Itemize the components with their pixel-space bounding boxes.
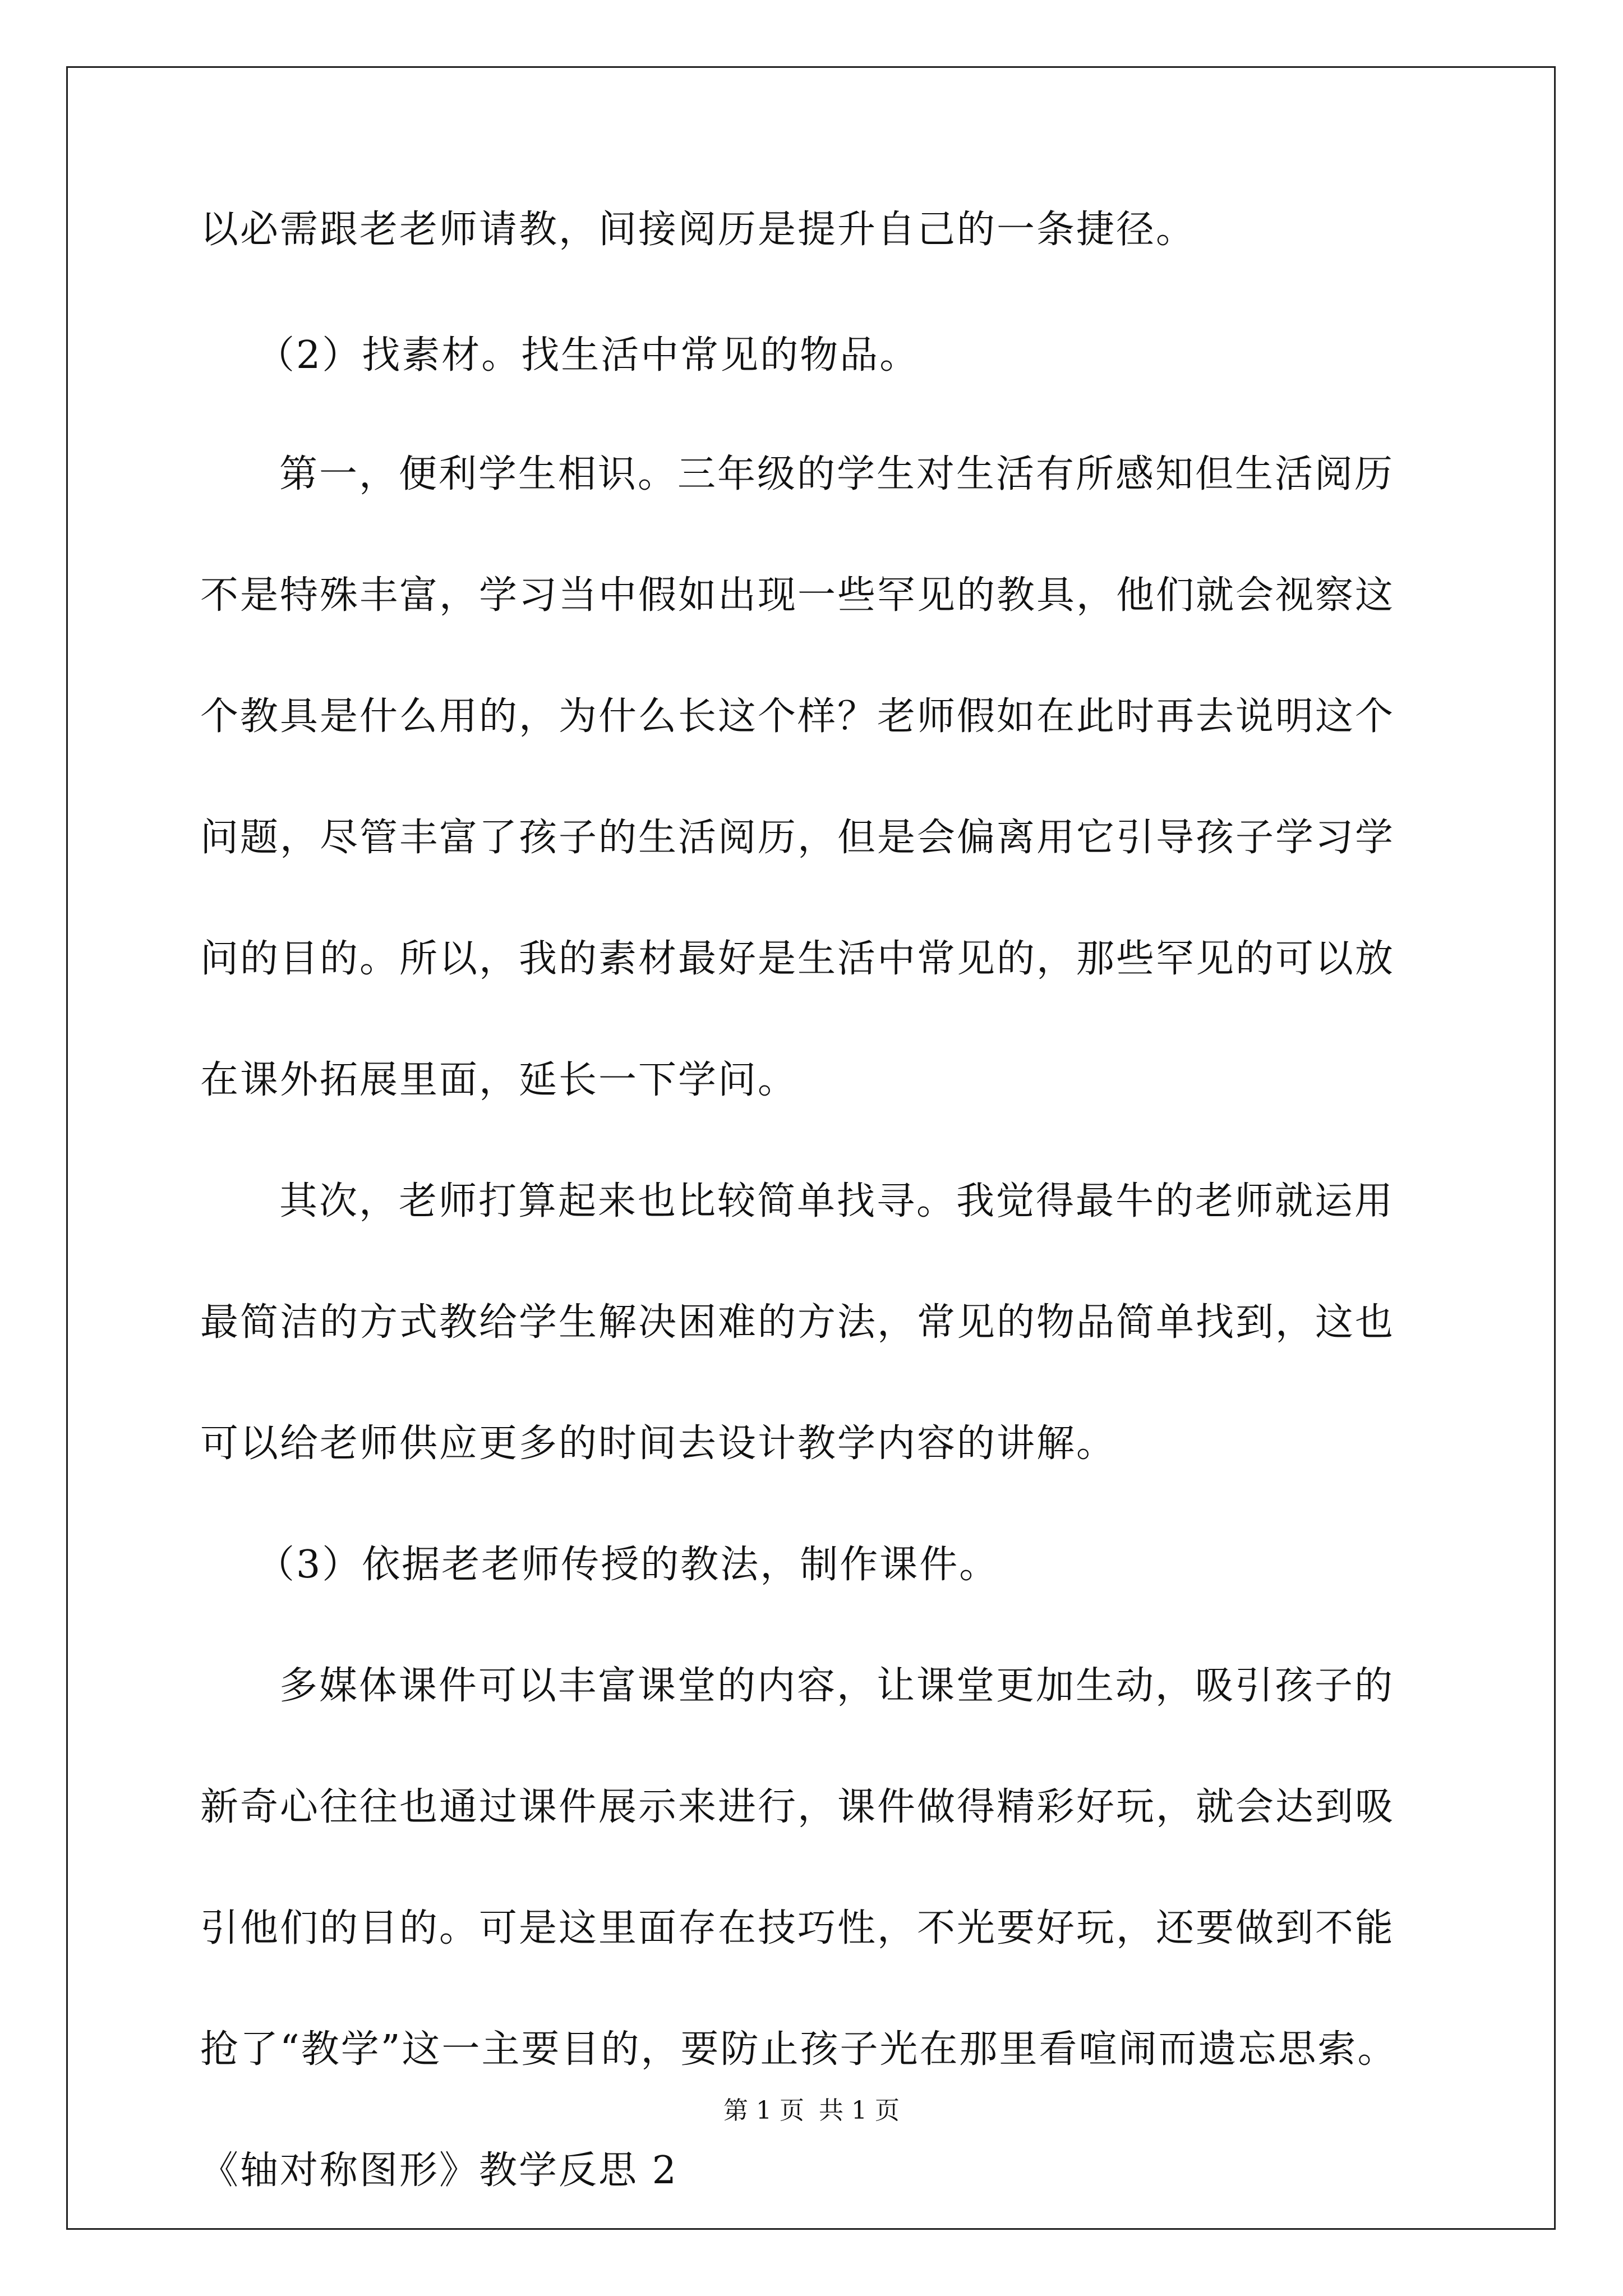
page-total: 共 1 页 bbox=[819, 2096, 900, 2125]
page-footer bbox=[0, 2095, 1623, 2127]
text-line-11: 可以给老师供应更多的时间去设计教学内容的讲解。 bbox=[200, 1421, 1117, 1466]
page-number: 第 1 页 bbox=[723, 2096, 804, 2125]
text-line-17: 《轴对称图形》教学反思 2 bbox=[200, 2148, 678, 2193]
text-line-15: 引他们的目的。可是这里面存在技巧性，不光要好玩，还要做到不能 bbox=[200, 1906, 1395, 1950]
text-line-1: 以必需跟老老师请教，间接阅历是提升自己的一条捷径。 bbox=[200, 208, 1196, 252]
text-line-9: 其次，老师打算起来也比较简单找寻。我觉得最牛的老师就运用 bbox=[279, 1179, 1395, 1223]
page-border bbox=[66, 66, 1556, 2230]
text-line-8: 在课外拓展里面，延长一下学问。 bbox=[200, 1058, 798, 1102]
text-line-5: 个教具是什么用的，为什么长这个样？老师假如在此时再去说明这个 bbox=[200, 694, 1395, 739]
text-line-12: （3）依据老老师传授的教法，制作课件。 bbox=[256, 1543, 999, 1587]
text-line-14: 新奇心往往也通过课件展示来进行，课件做得精彩好玩，就会达到吸 bbox=[200, 1785, 1395, 1829]
text-line-10: 最简洁的方式教给学生解决困难的方法，常见的物品简单找到，这也 bbox=[200, 1300, 1395, 1345]
text-line-2: （2）找素材。找生活中常见的物品。 bbox=[256, 333, 920, 378]
text-line-13: 多媒体课件可以丰富课堂的内容，让课堂更加生动，吸引孩子的 bbox=[279, 1664, 1395, 1708]
text-line-16: 抢了“教学”这一主要目的，要防止孩子光在那里看喧闹而遗忘思索。 bbox=[200, 2027, 1398, 2072]
text-line-6: 问题，尽管丰富了孩子的生活阅历，但是会偏离用它引导孩子学习学 bbox=[200, 816, 1395, 860]
text-line-7: 问的目的。所以，我的素材最好是生活中常见的，那些罕见的可以放 bbox=[200, 937, 1395, 981]
text-line-3: 第一，便利学生相识。三年级的学生对生活有所感知但生活阅历 bbox=[279, 452, 1395, 496]
text-line-4: 不是特殊丰富，学习当中假如出现一些罕见的教具，他们就会视察这 bbox=[200, 573, 1395, 618]
